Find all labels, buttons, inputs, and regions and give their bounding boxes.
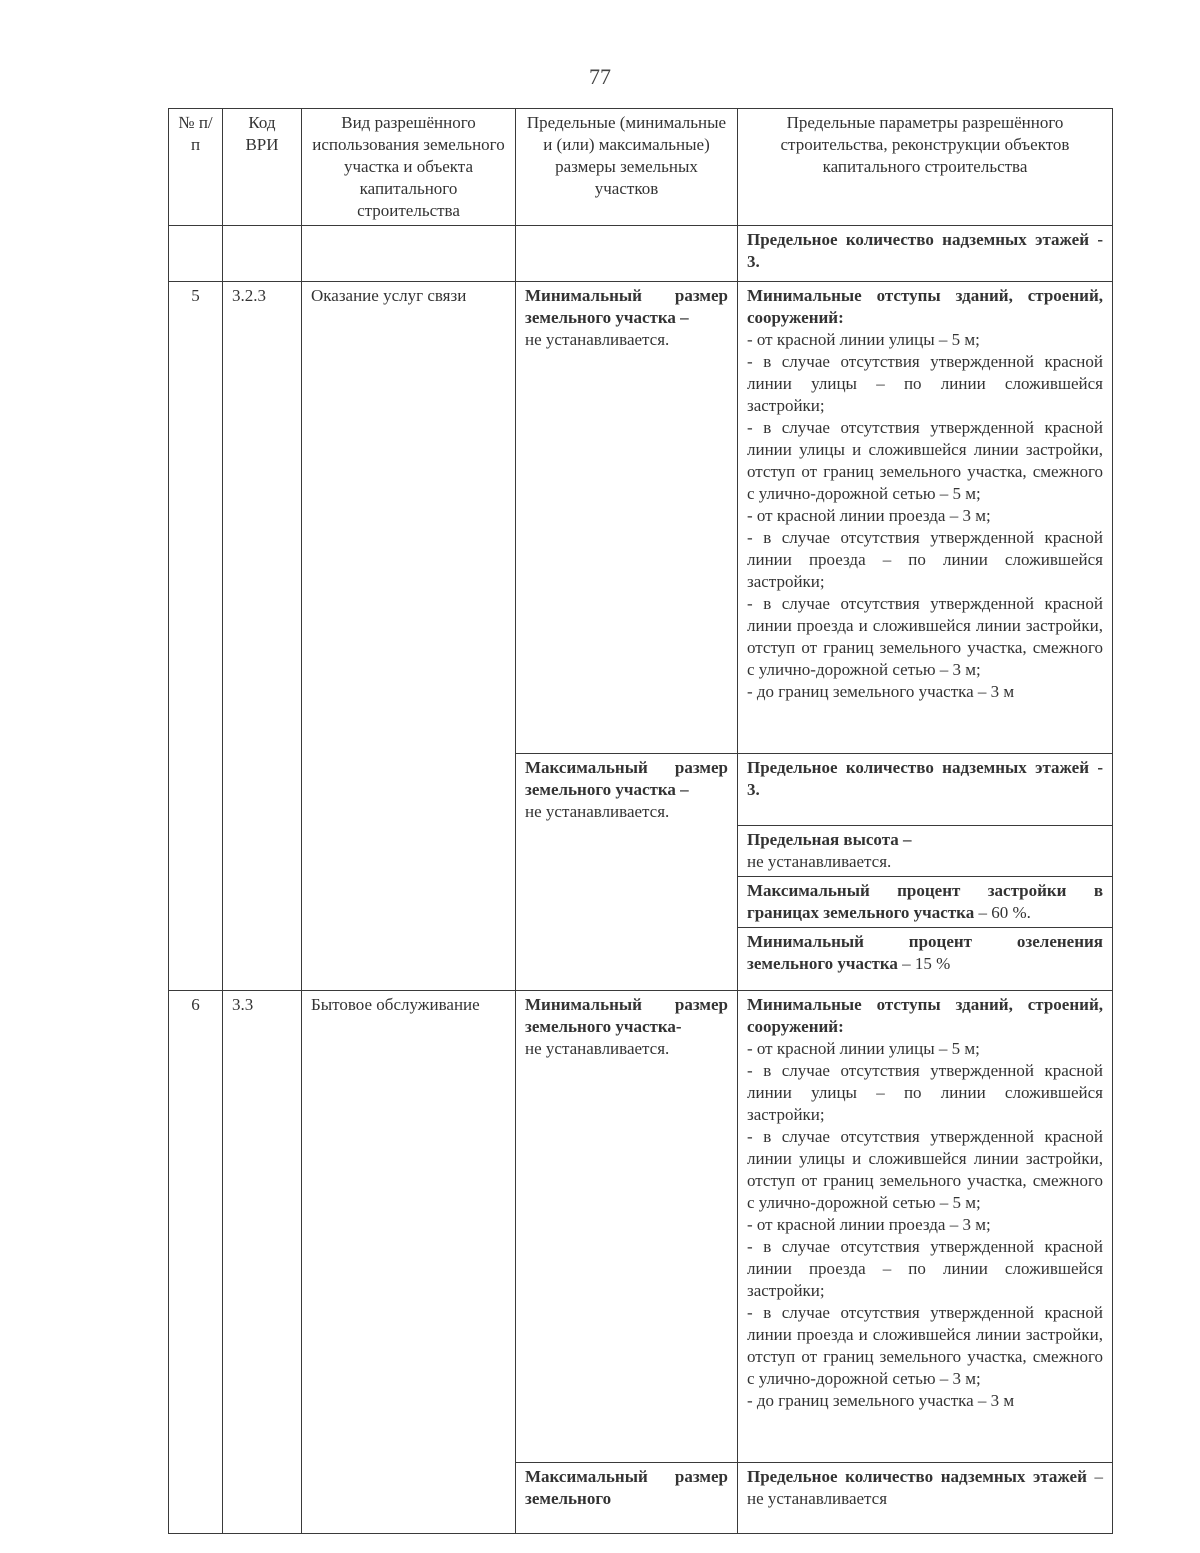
min-size-value: не устанавливается.: [525, 1039, 670, 1058]
land-use-table: [168, 108, 1113, 1534]
min-green-cell: [738, 928, 1113, 991]
cell-empty: [516, 226, 738, 282]
header-num: № п/п: [169, 109, 223, 226]
min-size-value: не устанавливается.: [525, 330, 670, 349]
header-row: [169, 109, 1113, 226]
floors-limit-text: Предельное количество надземных этажей - 3.: [738, 226, 1113, 282]
continuation-row: [169, 226, 1113, 282]
header-code: Код ВРИ: [223, 109, 302, 226]
page-number: 77: [589, 64, 611, 89]
indents-cell: [738, 991, 1113, 1463]
min-green-heading: Минимальный процент озеленения земельного участка: [747, 932, 1103, 973]
cell-empty: [223, 226, 302, 282]
vri-code: 3.2.3: [223, 282, 302, 991]
floors-cell: [738, 1463, 1113, 1534]
vri-name: Оказание услуг связи: [302, 282, 516, 991]
max-size-value: не устанавливается.: [525, 802, 670, 821]
indent-line: - от красной линии проезда – 3 м;: [747, 1215, 991, 1234]
header-vri: Вид разрешённого использования земельного участка и объекта капитального строительства: [302, 109, 516, 226]
min-size-cell: [516, 282, 738, 754]
max-build-cell: [738, 877, 1113, 928]
indents-heading: Минимальные отступы зданий, строений, сооружений:: [747, 995, 1103, 1036]
max-build-value: – 60 %.: [974, 903, 1031, 922]
indent-line: - в случае отсутствия утвержденной красной линии проезда – по линии сложившейся застройки;: [747, 528, 1103, 591]
indent-line: - до границ земельного участка – 3 м: [747, 682, 1015, 701]
header-sizes: Предельные (минимальные и (или) максимальные) размеры земельных участков: [516, 109, 738, 226]
max-size-cell: [516, 1463, 738, 1534]
min-size-heading: Минимальный размер земельного участка –: [525, 286, 728, 327]
indent-line: - в случае отсутствия утвержденной красной линии улицы и сложившейся линии застройки, отступ от границ земельного участка, смежного с улично-дорожной сетью – 5 м;: [747, 1127, 1103, 1212]
indent-line: - в случае отсутствия утвержденной красной линии проезда и сложившейся линии застройки, отступ от границ земельного участка, смежного с улично-дорожной сетью – 3 м;: [747, 594, 1103, 679]
max-size-heading: Максимальный размер земельного участка –: [525, 758, 728, 799]
table-row: [169, 282, 1113, 754]
min-green-value: – 15 %: [897, 954, 951, 973]
indents-cell: [738, 282, 1113, 754]
min-size-cell: [516, 991, 738, 1463]
min-size-heading: Минимальный размер земельного участка-: [525, 995, 728, 1036]
indent-line: - в случае отсутствия утвержденной красной линии проезда – по линии сложившейся застройки;: [747, 1237, 1103, 1300]
cell-empty: [169, 226, 223, 282]
floors-value: – не устанавливается: [747, 1467, 1104, 1508]
indent-line: - от красной линии проезда – 3 м;: [747, 506, 991, 525]
max-size-heading: Максимальный размер земельного: [525, 1467, 728, 1508]
indent-line: - до границ земельного участка – 3 м: [747, 1391, 1015, 1410]
height-value: не устанавливается.: [747, 852, 892, 871]
indent-line: - в случае отсутствия утвержденной красной линии улицы – по линии сложившейся застройки;: [747, 352, 1103, 415]
vri-name: Бытовое обслуживание: [302, 991, 516, 1534]
table-row: [169, 991, 1113, 1463]
max-build-heading: Максимальный процент застройки в границах земельного участка: [747, 881, 1103, 922]
indents-heading: Минимальные отступы зданий, строений, сооружений:: [747, 286, 1103, 327]
floors-limit-text: Предельное количество надземных этажей - 3.: [738, 754, 1113, 826]
height-heading: Предельная высота –: [747, 830, 912, 849]
floors-heading: Предельное количество надземных этажей: [747, 1467, 1087, 1486]
max-size-cell: [516, 754, 738, 991]
vri-code: 3.3: [223, 991, 302, 1534]
indent-line: - в случае отсутствия утвержденной красной линии улицы и сложившейся линии застройки, отступ от границ земельного участка, смежного с улично-дорожной сетью – 5 м;: [747, 418, 1103, 503]
indent-line: - в случае отсутствия утвержденной красной линии проезда и сложившейся линии застройки, отступ от границ земельного участка, смежного с улично-дорожной сетью – 3 м;: [747, 1303, 1103, 1388]
header-params: Предельные параметры разрешённого строительства, реконструкции объектов капитального строительства: [738, 109, 1113, 226]
row-number: 6: [169, 991, 223, 1534]
height-cell: [738, 826, 1113, 877]
indent-line: - от красной линии улицы – 5 м;: [747, 1039, 980, 1058]
row-number: 5: [169, 282, 223, 991]
indent-line: - в случае отсутствия утвержденной красной линии улицы – по линии сложившейся застройки;: [747, 1061, 1103, 1124]
indent-line: - от красной линии улицы – 5 м;: [747, 330, 980, 349]
cell-empty: [302, 226, 516, 282]
